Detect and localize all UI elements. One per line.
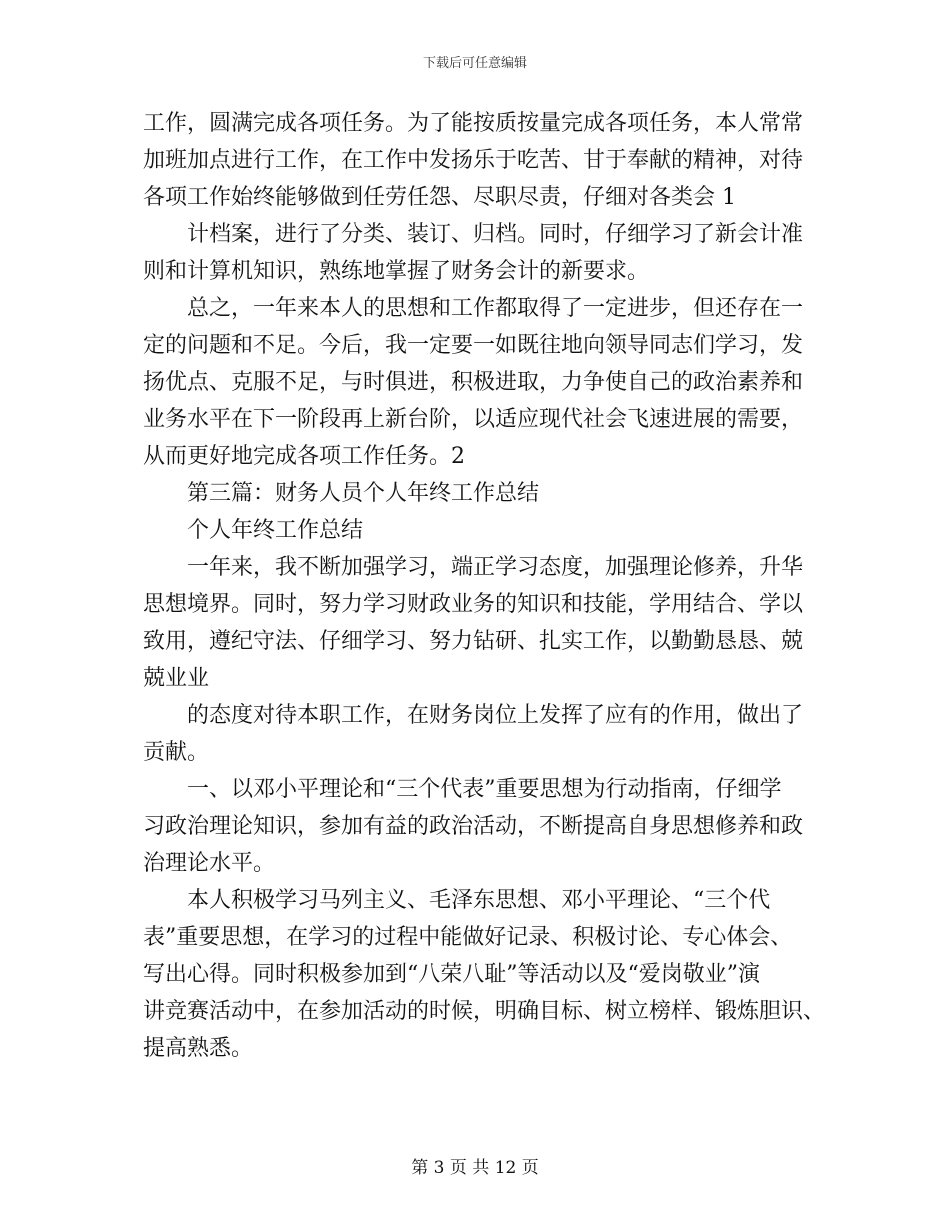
text-line: 表”重要思想，在学习的过程中能做好记录、积极讨论、专心体会、 — [143, 925, 793, 950]
text-line: 计档案，进行了分类、装订、归档。同时，仔细学习了新会计准 — [187, 222, 804, 247]
text-line: 思想境界。同时，努力学习财政业务的知识和技能，学用结合、学以 — [143, 592, 804, 617]
text-line: 则和计算机知识，熟练地掌握了财务会计的新要求。 — [143, 259, 650, 284]
text-line: 习政治理论知识，参加有益的政治活动，不断提高自身思想修养和政 — [143, 814, 804, 839]
text-line: 总之，一年来本人的思想和工作都取得了一定进步，但还存在一 — [187, 296, 804, 321]
page-header: 下载后可任意编辑 — [422, 56, 527, 71]
text-line: 提高熟悉。 — [143, 1036, 254, 1061]
footer-suffix: 页 — [521, 1158, 539, 1178]
text-line: 各项工作始终能够做到任劳任怨、尽职尽责，仔细对各类会 1 — [143, 185, 736, 210]
text-line: 扬优点、克服不足，与时俱进，积极进取，力争使自己的政治素养和 — [143, 370, 804, 395]
text-line: 加班加点进行工作，在工作中发扬乐于吃苦、甘于奉献的精神，对待 — [143, 148, 804, 173]
text-line: 兢业业 — [143, 666, 210, 691]
text-line: 工作，圆满完成各项任务。为了能按质按量完成各项任务，本人常常 — [143, 111, 804, 136]
text-line: 从而更好地完成各项工作任务。2 — [143, 444, 465, 469]
text-line: 一、以邓小平理论和“三个代表”重要思想为行动指南，仔细学 — [187, 777, 782, 802]
text-line: 讲竞赛活动中，在参加活动的时候，明确目标、树立榜样、锻炼胆识、 — [143, 999, 826, 1024]
footer-prefix: 第 — [411, 1158, 429, 1178]
text-line: 致用，遵纪守法、仔细学习、努力钻研、扎实工作，以勤勤恳恳、兢 — [143, 629, 804, 654]
text-line: 贡献。 — [143, 740, 210, 765]
text-line: 定的问题和不足。今后，我一定要一如既往地向领导同志们学习，发 — [143, 333, 804, 358]
text-line: 治理论水平。 — [143, 851, 276, 876]
text-line: 业务水平在下一阶段再上新台阶，以适应现代社会飞速进展的需要， — [143, 407, 804, 432]
text-line: 一年来，我不断加强学习，端正学习态度，加强理论修养，升华 — [187, 555, 804, 580]
section-heading: 第三篇：财务人员个人年终工作总结 — [187, 481, 540, 506]
text-line: 本人积极学习马列主义、毛泽东思想、邓小平理论、“三个代 — [187, 888, 771, 913]
text-line: 的态度对待本职工作，在财务岗位上发挥了应有的作用，做出了 — [187, 703, 804, 728]
footer-middle: 页 共 — [449, 1158, 490, 1178]
text-line: 写出心得。同时积极参加到“八荣八耻”等活动以及“爱岗敬业”演 — [143, 962, 760, 987]
section-subheading: 个人年终工作总结 — [187, 518, 364, 543]
page-footer — [0, 1153, 950, 1178]
current-page-number: 3 — [433, 1158, 445, 1178]
total-page-count: 12 — [494, 1158, 517, 1178]
